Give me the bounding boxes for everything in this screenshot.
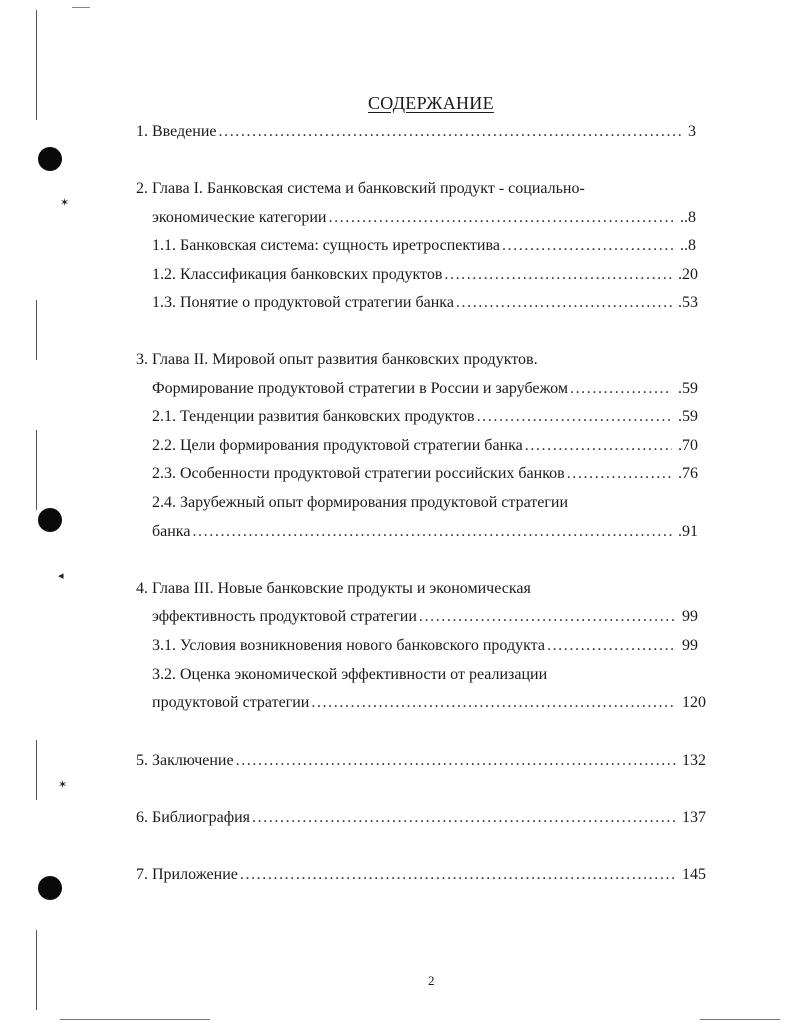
toc-entry [152,434,698,458]
dot-leader [456,291,672,315]
toc-entry-page: .20 [678,266,698,283]
toc-chapter-heading [136,177,585,201]
toc-entry [136,806,706,830]
toc-entry [152,634,698,658]
scan-speck: ◂ [58,570,64,582]
dot-leader [477,405,672,429]
toc-entry-label: продуктовой стратегии [152,694,310,711]
scan-edge-line [36,10,37,120]
toc-entry-page: 99 [682,608,698,625]
scan-edge-line [36,740,37,800]
toc-entry [152,291,698,315]
toc-entry-page: ..8 [680,237,696,254]
toc-subentry-heading [152,663,547,687]
toc-entry-page: .91 [678,523,698,540]
dot-leader [328,206,674,230]
dot-leader [252,806,676,830]
toc-entry-page: 99 [682,637,698,654]
page-title: СОДЕРЖАНИЕ [368,93,494,113]
toc-entry-page: ..8 [680,209,696,226]
toc-entry-label: банка [152,523,191,540]
toc-entry-label: эффективность продуктовой стратегии [152,608,417,625]
dot-leader [419,605,676,629]
toc-entry [136,749,706,773]
dot-leader [219,120,683,144]
toc-chapter-heading [136,577,531,601]
toc-entry [152,520,698,544]
scan-speck: ✶ [58,779,68,791]
toc-entry [152,462,698,486]
dot-leader [567,462,672,486]
toc-entry [152,605,698,629]
dot-leader [502,234,674,258]
dot-leader [240,863,676,887]
dot-leader [236,749,676,773]
toc-entry-page: .70 [678,437,698,454]
toc-entry-label: 1.3. Понятие о продуктовой стратегии банка [152,294,454,311]
dot-leader [444,263,672,287]
dot-leader [192,520,672,544]
toc-entry [152,206,696,230]
toc-entry [152,405,698,429]
toc-chapter-line1: 2. Глава I. Банковская система и банковский продукт - социально- [136,180,585,197]
toc-entry [136,863,706,887]
scan-edge-line [36,930,37,1010]
toc-entry-page: .76 [678,465,698,482]
scan-edge-line [36,430,37,510]
toc-chapter-line1: 3. Глава II. Мировой опыт развития банковских продуктов. [136,351,538,368]
dot-leader [525,434,672,458]
toc-entry-label: экономические категории [152,209,327,226]
toc-entry-page: 132 [682,752,706,769]
toc-entry-page: 137 [682,809,706,826]
scan-dash [72,7,90,8]
toc-entry-label: 2.1. Тенденции развития банковских продуктов [152,408,475,425]
punch-hole [38,876,62,900]
toc-entry-label: 6. Библиография [136,809,250,826]
dot-leader [311,691,676,715]
toc-entry [136,120,696,144]
toc-entry-page: .59 [678,408,698,425]
dot-leader [547,634,676,658]
toc-entry-label: 2.2. Цели формирования продуктовой стратегии банка [152,437,523,454]
toc-entry-label: 1.1. Банковская система: сущность иретроспектива [152,237,500,254]
toc-entry-page: 120 [682,694,706,711]
toc-entry-page: .53 [678,294,698,311]
scan-bottom-rule [60,1019,210,1020]
scan-speck: ✶ [60,197,70,209]
toc-entry [152,263,698,287]
toc-entry-label: 3.1. Условия возникновения нового банковского продукта [152,637,545,654]
dot-leader [570,377,672,401]
toc-entry-label: 2.4. Зарубежный опыт формирования продуктовой стратегии [152,494,569,511]
toc-entry-label: 1. Введение [136,123,217,140]
scan-bottom-rule [700,1019,780,1020]
toc-chapter-heading [136,348,538,372]
toc-chapter-line1: 4. Глава III. Новые банковские продукты и экономическая [136,580,531,597]
toc-entry-label: 3.2. Оценка экономической эффективности от реализации [152,666,548,683]
punch-hole [38,147,62,171]
punch-hole [38,508,62,532]
toc-entry-label: 1.2. Классификация банковских продуктов [152,266,443,283]
page-number: 2 [428,973,435,988]
toc-subentry-heading [152,491,568,515]
toc-entry-label: 5. Заключение [136,752,234,769]
toc-entry-label: 7. Приложение [136,866,238,883]
toc-entry-label: Формирование продуктовой стратегии в России и зарубежом [152,380,568,397]
toc-entry [152,691,706,715]
toc-entry-label: 2.3. Особенности продуктовой стратегии российских банков [152,465,565,482]
toc-entry-page: .59 [678,380,698,397]
toc-entry-page: 3 [688,123,696,140]
toc-entry-page: 145 [682,866,706,883]
toc-entry [152,234,696,258]
scan-edge-line [36,300,37,360]
toc-entry [152,377,698,401]
